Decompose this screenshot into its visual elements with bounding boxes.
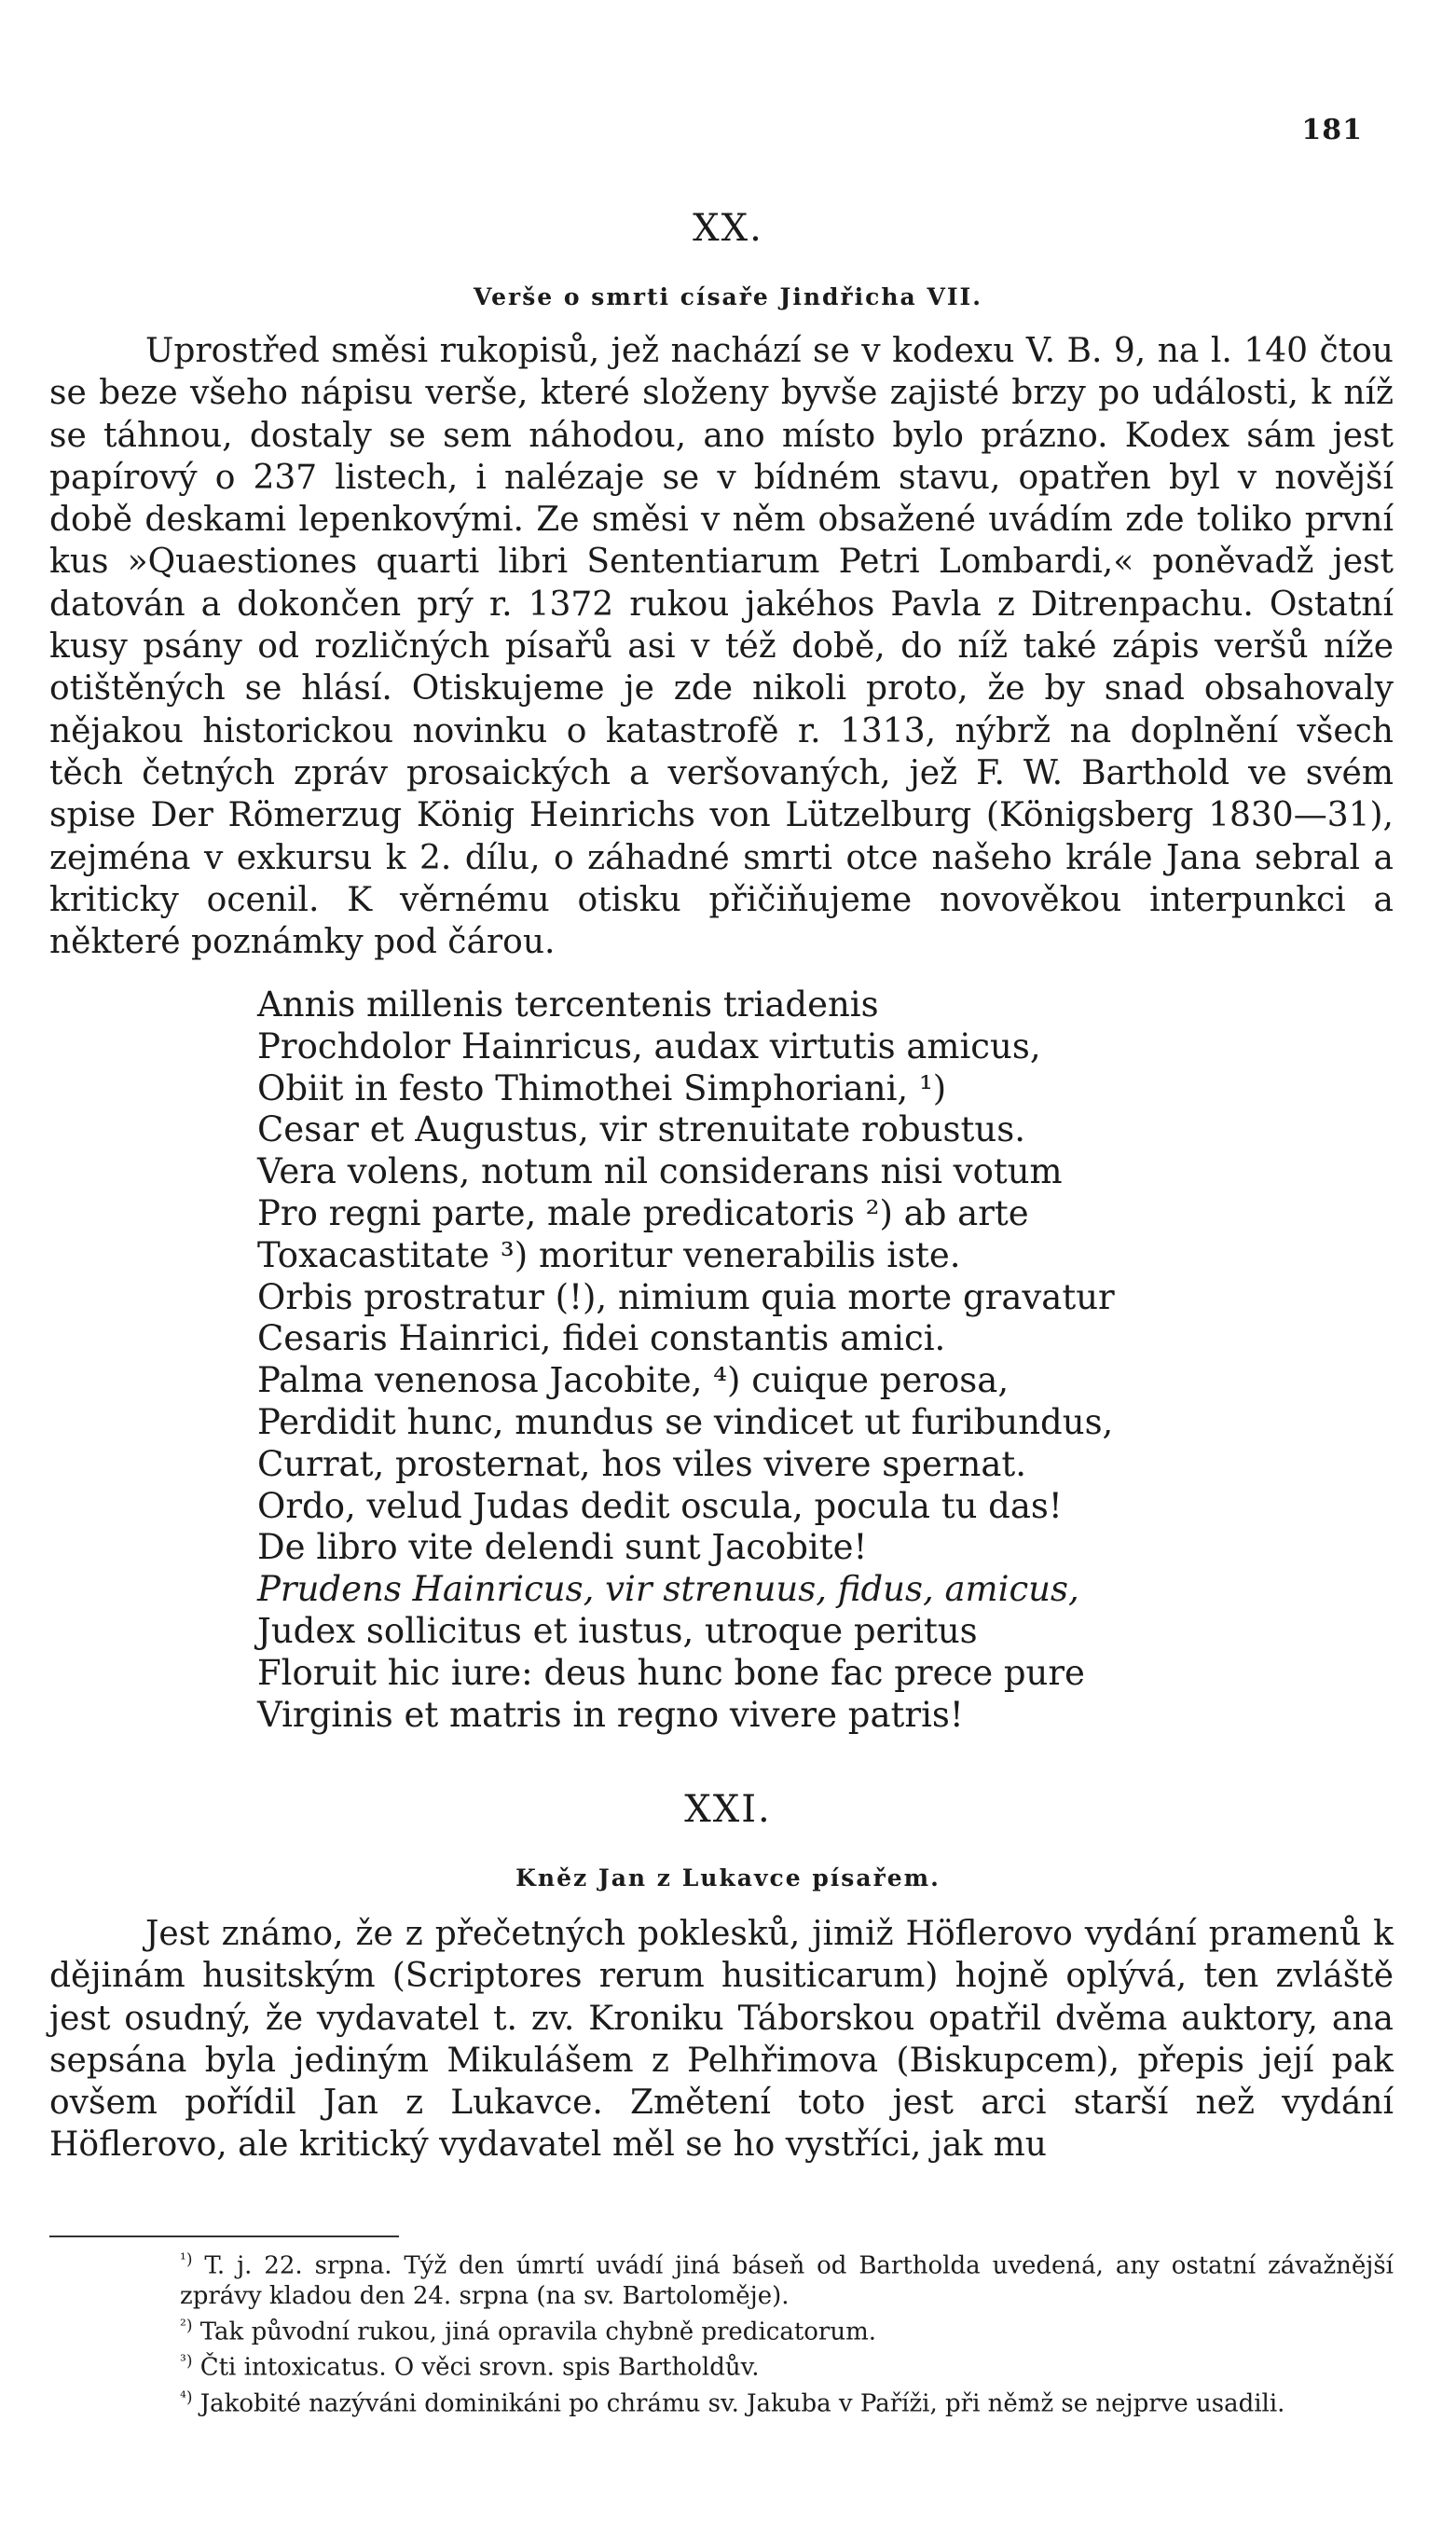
poem-line: Floruit hic iure: deus hunc bone fac prece pure xyxy=(257,1652,1085,1693)
poem-line: Currat, prosternat, hos viles vivere spernat. xyxy=(257,1443,1027,1484)
footnotes xyxy=(49,2245,1394,2419)
poem-line: Orbis prostratur (!), nimium quia morte gravatur xyxy=(257,1276,1115,1317)
poem-line: Virginis et matris in regno vivere patris! xyxy=(257,1694,964,1735)
poem-line: Pro regni parte, male predicatoris ²) ab arte xyxy=(257,1192,1029,1233)
footnote-text: Tak původní rukou, jiná opravila chybně predicatorum. xyxy=(199,2318,877,2346)
section-xx-roman: XX. xyxy=(693,207,763,250)
footnote-mark: ¹) xyxy=(180,2250,193,2269)
poem xyxy=(257,984,1329,1736)
footnote-text: Čti intoxicatus. O věci srovn. spis Bartholdův. xyxy=(199,2353,760,2382)
poem-line: Perdidit hunc, mundus se vindicet ut furibundus, xyxy=(257,1401,1114,1442)
poem-line: Toxacastitate ³) moritur venerabilis iste. xyxy=(257,1234,961,1275)
section-xxi-title: Kněz Jan z Lukavce písařem. xyxy=(515,1864,941,1892)
footnote xyxy=(49,2346,1394,2383)
footnote-mark: ⁴) xyxy=(180,2387,193,2407)
page-number: 181 xyxy=(1301,114,1363,146)
footnote-text: Jakobité nazýváni dominikáni po chrámu sv. Jakuba v Paříži, při němž se nejprve usadili. xyxy=(199,2389,1285,2418)
poem-line: De libro vite delendi sunt Jacobite! xyxy=(257,1527,868,1568)
poem-line: Ordo, velud Judas dedit oscula, pocula tu das! xyxy=(257,1485,1063,1526)
section-xxi-intro: Jest známo, že z přečetných poklesků, jimiž Höflerovo vydání pramenů k dějinám husitským (Scriptores rerum husiticarum) hojně oplývá, ten zvláště jest osudný, že vydavatel t. zv. Kroniku Táborskou opatřil dvěma auktory, ana sepsána byla jediným Mikulášem z Pelhřimova (Biskupcem), přepis její pak ovšem pořídil Jan z Lukavce. Změtení toto jest arci starší než vydání Höflerovo, ale kritický vydavatel měl se ho vystříci, jak mu xyxy=(49,1915,1394,2165)
footnote xyxy=(49,2383,1394,2419)
footnote xyxy=(49,2245,1394,2311)
poem-line: Prudens Hainricus, vir strenuus, fidus, amicus, xyxy=(257,1569,1079,1610)
poem-line: Obiit in festo Thimothei Simphoriani, ¹) xyxy=(257,1067,947,1108)
section-xx-intro: Uprostřed směsi rukopisů, jež nachází se v kodexu V. B. 9, na l. 140 čtou se beze všeho nápisu verše, které složeny byvše zajisté brzy po události, k níž se táhnou, dostaly se sem náhodou, ano místo bylo prázno. Kodex sám jest papírový o 237 listech, i nalézaje se v bídném stavu, opatřen byl v novější době deskami lepenkovými. Ze směsi v něm obsažené uvádím zde toliko první kus »Quaestiones quarti libri Sententiarum Petri Lombardi,« poněvadž jest datován a dokončen prý r. 1372 rukou jakéhos Pavla z Ditrenpachu. Ostatní kusy psány od rozličných písařů asi v též době, do níž také zápis veršů níže otištěných se hlásí. Otiskujeme je zde nikoli proto, že by snad obsahovaly nějakou historickou novinku o katastrofě r. 1313, nýbrž na doplnění všech těch četných zpráv prosaických a veršovaných, jež F. W. Barthold ve svém spise Der Römerzug König Heinrichs von Lützelburg (Königsberg 1830—31), zejména v exkursu k 2. dílu, o záhadné smrti otce našeho krále Jana sebral a kriticky ocenil. K věrnému otisku přičiňujeme novověkou interpunkci a některé poznámky pod čárou. xyxy=(49,332,1394,962)
footnote xyxy=(49,2311,1394,2347)
poem-line: Judex sollicitus et iustus, utroque peritus xyxy=(257,1610,978,1651)
poem-line: Palma venenosa Jacobite, ⁴) cuique perosa, xyxy=(257,1360,1010,1401)
poem-line: Prochdolor Hainricus, audax virtutis amicus, xyxy=(257,1025,1041,1066)
footnote-rule xyxy=(49,2235,399,2237)
footnote-mark: ³) xyxy=(180,2352,193,2372)
section-xx-title: Verše o smrti císaře Jindřicha VII. xyxy=(474,283,982,310)
footnote-mark: ²) xyxy=(180,2316,193,2335)
poem-line: Annis millenis tercentenis triadenis xyxy=(257,984,879,1025)
section-xxi-roman: XXI. xyxy=(684,1788,772,1831)
footnote-text: T. j. 22. srpna. Týž den úmrtí uvádí jiná báseň od Bartholda uvedená, any ostatní závažnější zprávy kladou den 24. srpna (na sv. Bartoloměje). xyxy=(180,2251,1394,2310)
poem-line: Cesar et Augustus, vir strenuitate robustus. xyxy=(257,1109,1025,1150)
poem-line: Vera volens, notum nil considerans nisi votum xyxy=(257,1151,1063,1192)
poem-line: Cesaris Hainrici, fidei constantis amici. xyxy=(257,1318,946,1359)
